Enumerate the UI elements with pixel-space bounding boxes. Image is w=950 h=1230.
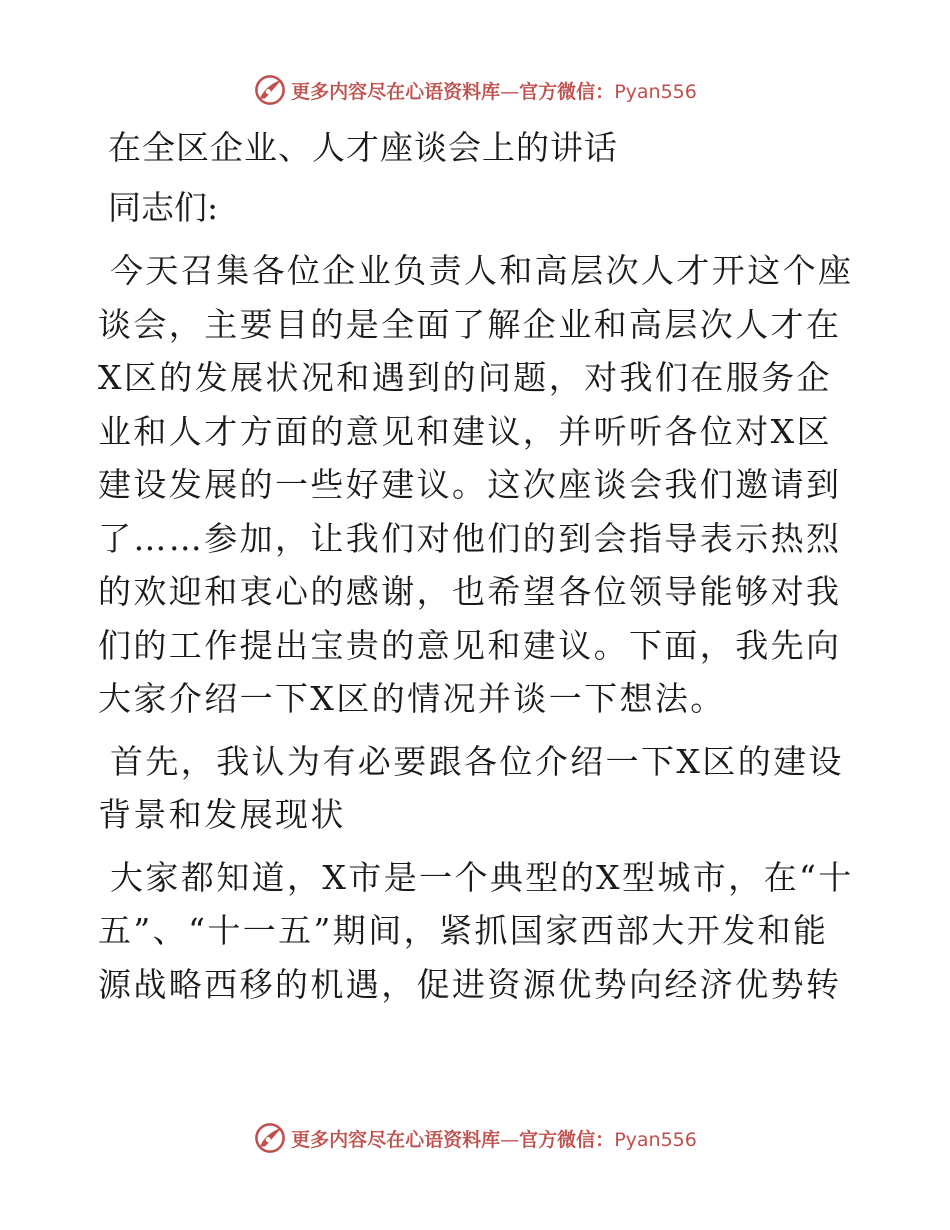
document-body <box>98 122 858 1020</box>
watermark-brand: 更多内容尽在心语资料库 <box>291 1128 501 1151</box>
watermark-contact-label: 官方微信： <box>519 1128 615 1151</box>
watermark-text <box>291 1125 697 1152</box>
document-title: 在全区企业、人才座谈会上的讲话 <box>108 128 618 167</box>
watermark-contact-label: 官方微信： <box>519 80 615 103</box>
header-watermark <box>0 70 950 110</box>
paragraph-background: 首先，我认为有必要跟各位介绍一下X区的建设背景和发展现状 <box>98 741 844 834</box>
watermark-contact-id: Pyan556 <box>614 1128 697 1151</box>
watermark-text <box>291 77 697 104</box>
pen-logo-icon <box>253 73 287 107</box>
watermark-contact-id: Pyan556 <box>614 80 697 103</box>
pen-logo-icon <box>253 1121 287 1155</box>
paragraph-intro: 今天召集各位企业负责人和高层次人才开这个座谈会，主要目的是全面了解企业和高层次人才在X区的发展状况和遇到的问题，对我们在服务企业和人才方面的意见和建议，并听听各位对X区建设发展的一些好建议。这次座谈会我们邀请到了……参加，让我们对他们的到会指导表示热烈的欢迎和衷心的感谢，也希望各位领导能够对我们的工作提出宝贵的意见和建议。下面，我先向大家介绍一下X区的情况并谈一下想法。 <box>98 251 854 718</box>
watermark-separator: — <box>500 80 520 103</box>
salutation: 同志们: <box>108 188 219 227</box>
paragraph-city: 大家都知道，X市是一个典型的X型城市，在“十五”、“十一五”期间，紧抓国家西部大开发和能源战略西移的机遇，促进资源优势向经济优势转 <box>98 857 854 1004</box>
watermark-brand: 更多内容尽在心语资料库 <box>291 80 501 103</box>
footer-watermark <box>0 1118 950 1158</box>
watermark-separator: — <box>500 1128 520 1151</box>
